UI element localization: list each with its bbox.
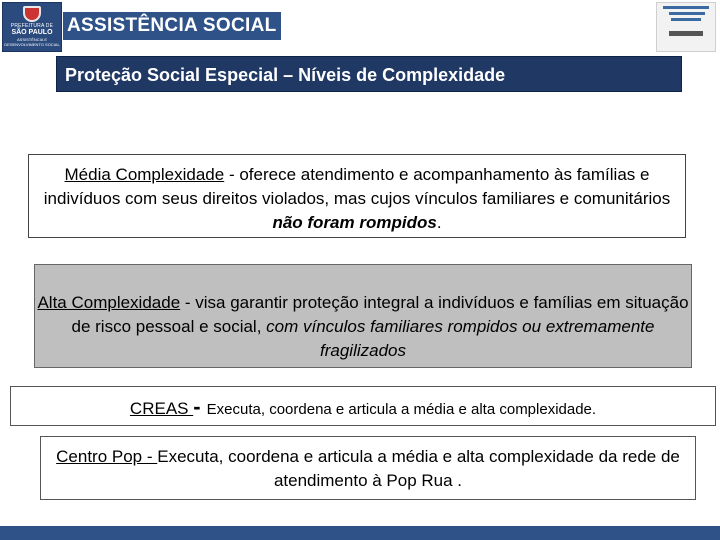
badge-line [669, 12, 705, 15]
logo-line-1: PREFEITURA DE [10, 23, 54, 29]
creas-term: CREAS [129, 399, 194, 418]
alta-text: - visa garantir proteção integral a indivíduos e famílias em situação de risco pessoal e social, [71, 293, 689, 336]
badge-line [663, 6, 709, 9]
corner-badge-icon [656, 2, 716, 52]
creas-dash: - [193, 394, 207, 419]
centro-pop-box [40, 436, 696, 500]
alta-emphasis: com vínculos familiares rompidos ou extremamente fragilizados [266, 317, 655, 360]
prefeitura-logo [2, 2, 62, 52]
logo-line-2: SÃO PAULO [11, 29, 53, 36]
badge-line [671, 18, 701, 21]
slide-title: Proteção Social Especial – Níveis de Complexidade [56, 56, 682, 92]
centro-pop-text: Executa, coordena e articula a média e alta complexidade da rede de atendimento à Pop Rua [157, 447, 680, 490]
media-text: - oferece atendimento e acompanhamento às famílias e indivíduos com seus direitos violados, mas cujos vínculos familiares e comunitários [43, 165, 671, 208]
media-emphasis: não foram rompidos [272, 213, 437, 232]
bottom-bar [0, 526, 720, 540]
logo-line-3: ASSISTÊNCIA E DESENVOLVIMENTO SOCIAL [4, 37, 60, 47]
brand-label: ASSISTÊNCIA SOCIAL [63, 12, 281, 40]
coat-of-arms-icon [23, 6, 41, 22]
alta-complexidade-box [34, 264, 692, 368]
media-end: . [436, 213, 442, 232]
media-term: Média Complexidade [64, 165, 225, 184]
centro-pop-end: . [452, 471, 463, 490]
centro-pop-term: Centro Pop - [56, 447, 158, 466]
alta-term: Alta Complexidade [37, 293, 181, 312]
media-complexidade-box [28, 154, 686, 238]
creas-box [10, 386, 716, 426]
creas-text: Executa, coordena e articula a média e alta complexidade. [206, 401, 597, 418]
badge-footer [669, 31, 703, 36]
